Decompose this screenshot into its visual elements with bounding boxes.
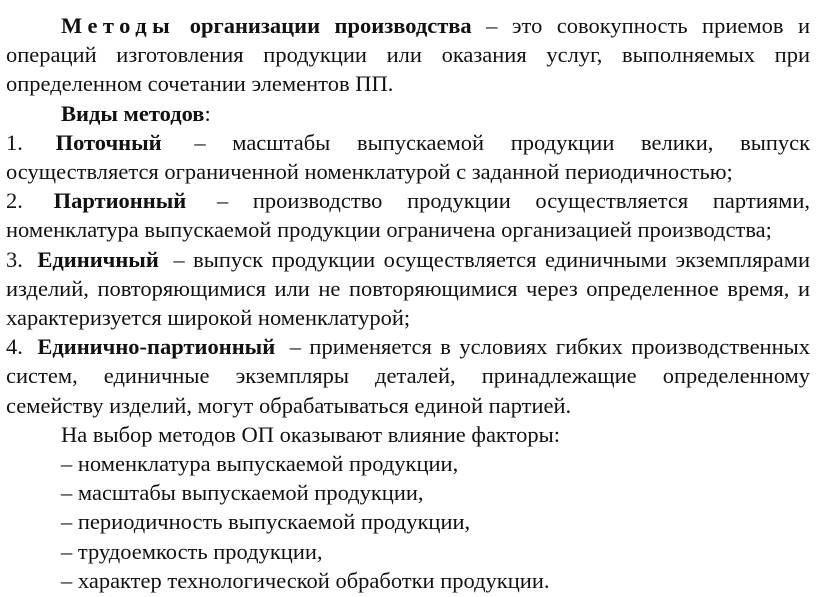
- term-organization: организации производства: [189, 13, 472, 38]
- factor-item: – трудоемкость продукции,: [61, 538, 323, 564]
- factor-item: – характер технологической обработки продукции.: [61, 567, 550, 593]
- method-item-2: [6, 186, 810, 244]
- method-number: 4.: [6, 334, 23, 360]
- method-name: Единично-партионный: [37, 334, 276, 360]
- factor-item: – масштабы выпускаемой продукции,: [61, 480, 424, 506]
- method-description: – производство продукции осуществляется партиями, номенклатура выпускаемой продукции ограничена организацией производства;: [6, 188, 811, 243]
- types-heading-line: [6, 99, 810, 128]
- method-number: 3.: [6, 246, 23, 272]
- intro-paragraph: [6, 11, 810, 99]
- types-heading-colon: :: [204, 100, 211, 126]
- method-name: Единичный: [37, 246, 159, 272]
- method-description: – масштабы выпускаемой продукции велики, выпуск осуществляется ограниченной номенклатурой с заданной периодичностью;: [6, 129, 811, 185]
- method-item-4: [6, 332, 810, 420]
- method-item-3: [6, 245, 810, 333]
- intro-definition: – это совокупность приемов и операций изготовления продукции или оказания услуг, выполняемых при определенном сочетании элементов ПП.: [6, 13, 810, 97]
- factor-item: – номенклатура выпускаемой продукции,: [61, 451, 459, 477]
- method-description: – выпуск продукции осуществляется единичными экземплярами изделий, повторяющимися или не повторяющимися через определенное время, и характеризуется широкой номенклатурой;: [6, 246, 810, 331]
- method-name: Партионный: [53, 188, 187, 214]
- method-number: 2.: [6, 188, 23, 214]
- factors-intro: На выбор методов ОП оказывают влияние факторы:: [61, 421, 560, 447]
- term-methods: Методы: [61, 13, 176, 38]
- types-heading: Виды методов: [61, 100, 205, 126]
- method-description: – применяется в условиях гибких производственных систем, единичные экземпляры деталей, принадлежащие определенному семейству изделий, могут обрабатываться единой партией.: [6, 334, 811, 418]
- factor-item: – периодичность выпускаемой продукции,: [61, 509, 471, 535]
- method-item-1: [6, 128, 810, 186]
- method-name: Поточный: [55, 129, 162, 155]
- method-number: 1.: [6, 129, 23, 155]
